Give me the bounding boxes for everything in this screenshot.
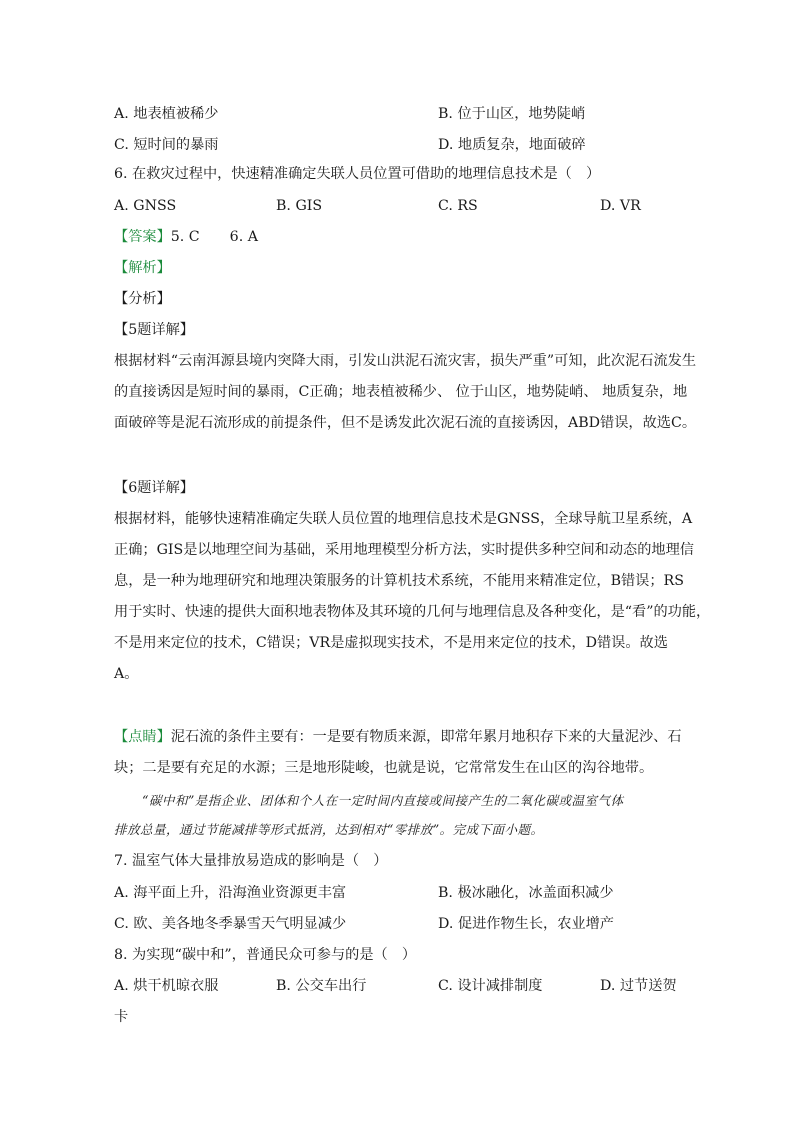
- answer-tag: 【答案】: [114, 229, 171, 245]
- q6-detail-line-2: 正确；GIS是以地理空间为基础，采用地理模型分析方法，实时提供多种空间和动态的地理信: [114, 542, 694, 558]
- q8-stem: 8. 为实现“碳中和”，普通民众可参与的是（ ）: [114, 947, 417, 963]
- q7-option-c: C. 欧、美各地冬季暴雪天气明显减少: [114, 916, 347, 932]
- q6-detail-line-1: 根据材料，能够快速精准确定失联人员位置的地理信息技术是GNSS，全球导航卫星系统，A: [114, 511, 693, 527]
- q5-detail-line-1: 根据材料“云南洱源县境内突降大雨，引发山洪泥石流灾害，损失严重”可知，此次泥石流发生: [114, 353, 697, 369]
- q6-detail-line-4: 用于实时、快速的提供大面积地表物体及其环境的几何与地理信息及各种变化，是“看”的功能，: [114, 604, 711, 620]
- tip-line-1: [114, 727, 680, 747]
- material-line-2: 排放总量，通过节能减排等形式抵消，达到相对“零排放”。完成下面小题。: [114, 822, 544, 837]
- q5-detail-line-2: 的直接诱因是短时间的暴雨，C正确；地表植被稀少、 位于山区，地势陡峭、 地质复杂，地: [114, 384, 688, 400]
- q7-option-a: A. 海平面上升，沿海渔业资源更丰富: [114, 885, 347, 901]
- q8-option-d: D. 过节送贺: [600, 978, 677, 994]
- material-line-1: “碳中和”是指企业、团体和个人在一定时间内直接或间接产生的二氧化碳或温室气体: [142, 793, 624, 808]
- tip-tag: 【点睛】: [114, 729, 171, 745]
- q6-option-b: B. GIS: [276, 198, 323, 214]
- q6-option-a: A. GNSS: [114, 198, 177, 214]
- answer-line: [114, 227, 258, 247]
- q7-stem: 7. 温室气体大量排放易造成的影响是（ ）: [114, 853, 388, 869]
- answer-q5: 5. C: [170, 229, 200, 245]
- tip-line-2: 块；二是要有充足的水源；三是地形陡峻，也就是说，它常常发生在山区的沟谷地带。: [114, 760, 654, 776]
- q7-option-d: D. 促进作物生长，农业增产: [438, 916, 614, 932]
- q6-detail-tag: 【6题详解】: [114, 480, 194, 496]
- q6-detail-line-3: 息，是一种为地理研究和地理决策服务的计算机技术系统，不能用来精准定位，B错误；RS: [114, 573, 684, 589]
- analysis-tag: 【解析】: [114, 260, 171, 276]
- q5-option-b: B. 位于山区，地势陡峭: [438, 106, 586, 122]
- q7-option-b: B. 极冰融化，冰盖面积减少: [438, 885, 614, 901]
- tip-text-1: 泥石流的条件主要有：一是要有物质来源，即常年累月地积存下来的大量泥沙、石: [170, 729, 682, 745]
- fenxi-tag: 【分析】: [114, 291, 171, 307]
- q6-detail-line-6: A。: [114, 666, 139, 682]
- q8-option-a: A. 烘干机晾衣服: [114, 978, 219, 994]
- answer-q6: 6. A: [229, 229, 258, 245]
- q8-option-b: B. 公交车出行: [276, 978, 367, 994]
- q8-option-d-cont: 卡: [114, 1009, 129, 1025]
- q5-detail-line-3: 面破碎等是泥石流形成的前提条件，但不是诱发此次泥石流的直接诱因，ABD错误，故选C。: [114, 415, 697, 431]
- q6-detail-line-5: 不是用来定位的技术，C错误；VR是虚拟现实技术，不是用来定位的技术，D错误。故选: [114, 635, 668, 651]
- q5-option-a: A. 地表植被稀少: [114, 106, 219, 122]
- q5-detail-tag: 【5题详解】: [114, 322, 194, 338]
- q5-option-c: C. 短时间的暴雨: [114, 137, 219, 153]
- q6-stem: 6. 在救灾过程中，快速精准确定失联人员位置可借助的地理信息技术是（ ）: [114, 166, 601, 182]
- q5-option-d: D. 地质复杂，地面破碎: [438, 137, 586, 153]
- q6-option-c: C. RS: [438, 198, 478, 214]
- q6-option-d: D. VR: [600, 198, 641, 214]
- q8-option-c: C. 设计减排制度: [438, 978, 543, 994]
